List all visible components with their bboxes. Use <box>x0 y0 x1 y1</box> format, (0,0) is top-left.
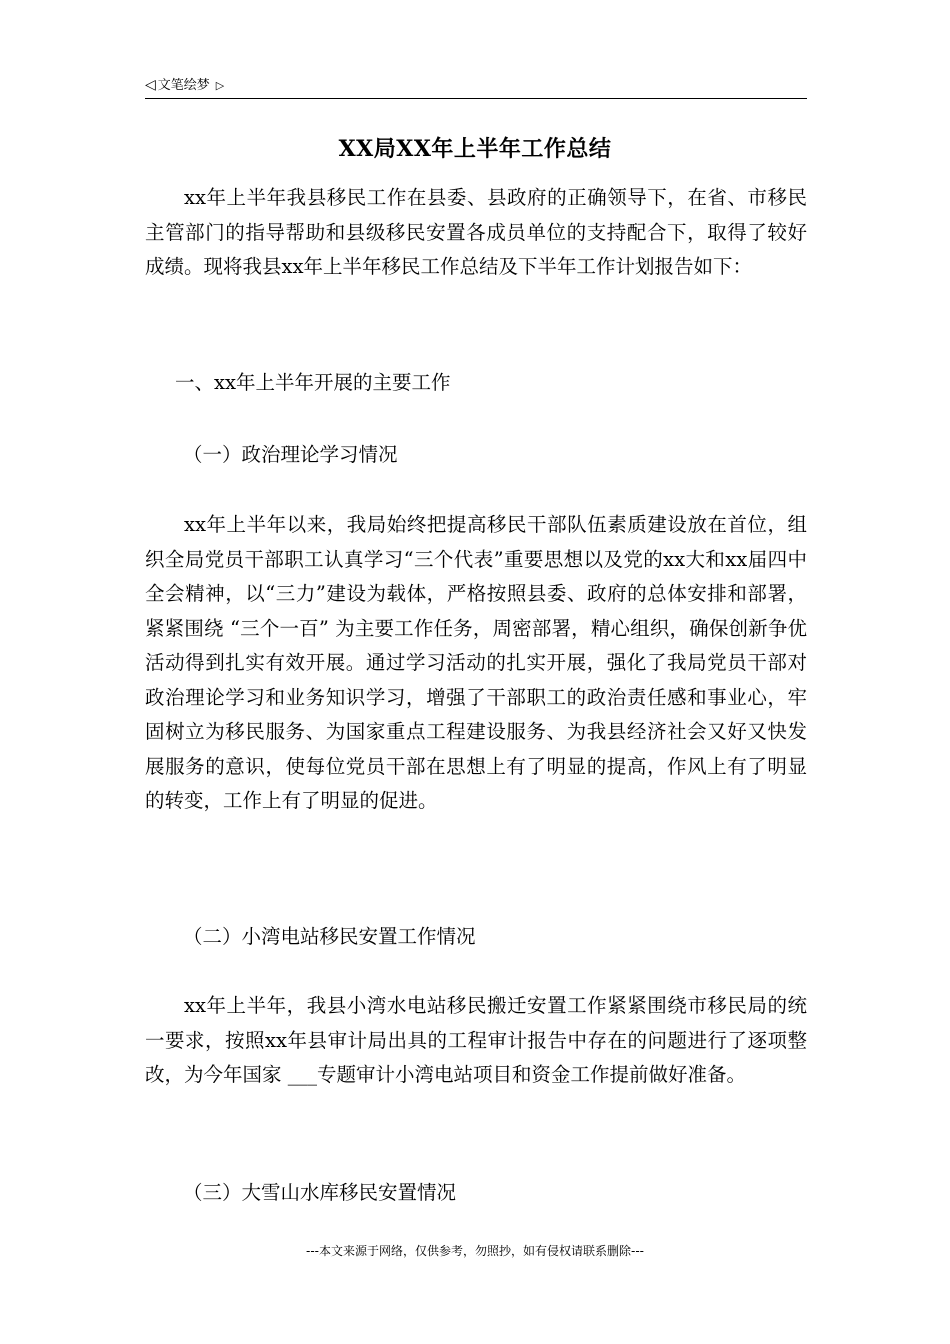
subsection-heading-1: （一）政治理论学习情况 <box>183 443 398 466</box>
header-brand: 文笔绘梦 <box>157 78 210 93</box>
subsection-1-paragraph: xx年上半年以来，我局始终把提高移民干部队伍素质建设放在首位，组织全局党员干部职工认真学习“三个代表”重要思想以及党的xx大和xx届四中全会精神，以“三力”建设为载体，严格按照县委、政府的总体安排和部署，紧紧围绕 “三个一百” 为主要工作任务，周密部署，精心组织，确保创新争优活动得到扎实有效开展。通过学习活动的扎实开展，强化了我局党员干部对政治理论学习和业务知识学习，增强了干部职工的政治责任感和事业心，牢固树立为移民服务、为国家重点工程建设服务、为我县经济社会又好又快发展服务的意识，使每位党员干部在思想上有了明显的提高，作风上有了明显的转变，工作上有了明显的促进。 <box>145 513 807 812</box>
page-footer-disclaimer: ---本文来源于网络，仅供参考，勿照抄，如有侵权请联系删除--- <box>306 1244 644 1258</box>
subsection-heading-2: （二）小湾电站移民安置工作情况 <box>183 925 476 948</box>
intro-paragraph: xx年上半年我县移民工作在县委、县政府的正确领导下，在省、市移民主管部门的指导帮助和县级移民安置各成员单位的支持配合下，取得了较好成绩。现将我县xx年上半年移民工作总结及下半年工作计划报告如下： <box>145 186 807 278</box>
section-heading-1: 一、xx年上半年开展的主要工作 <box>175 371 451 394</box>
page-header <box>145 72 807 99</box>
left-triangle-icon: ◁ <box>145 77 156 93</box>
subsection-heading-3: （三）大雪山水库移民安置情况 <box>183 1181 457 1204</box>
document-title: XX局XX年上半年工作总结 <box>338 136 612 162</box>
right-triangle-icon: ▷ <box>215 79 225 92</box>
subsection-2-paragraph: xx年上半年，我县小湾水电站移民搬迁安置工作紧紧围绕市移民局的统一要求，按照xx年县审计局出具的工程审计报告中存在的问题进行了逐项整改，为今年国家 ___专题审计小湾电站项目和资金工作提前做好准备。 <box>145 994 807 1086</box>
